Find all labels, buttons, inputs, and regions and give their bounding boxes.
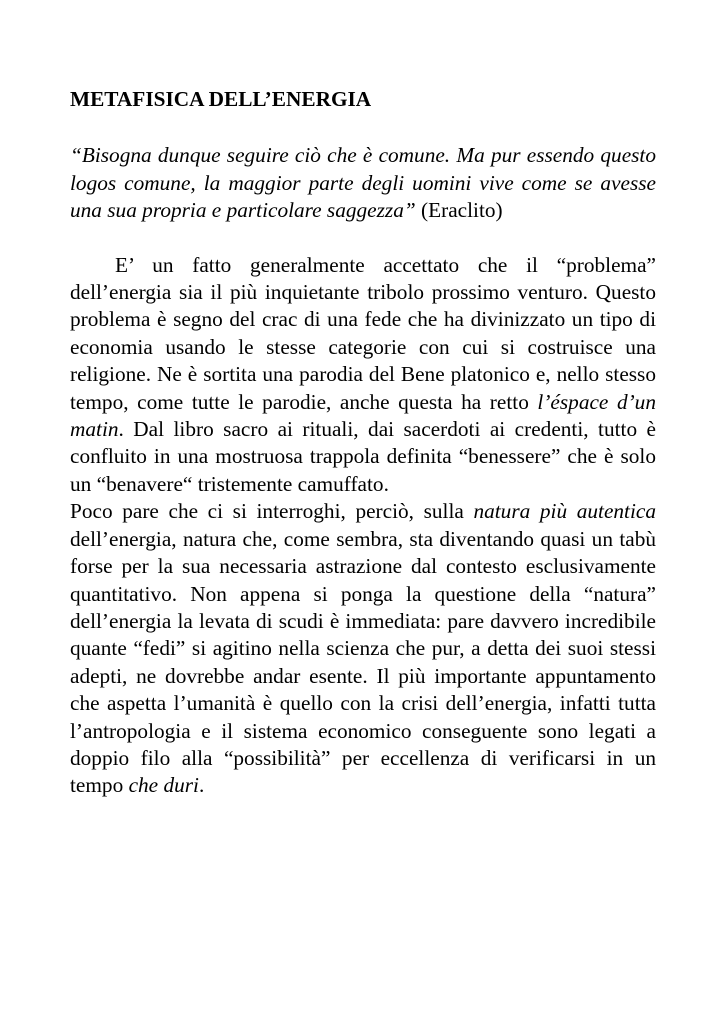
epigraph-attribution: (Eraclito)	[415, 198, 503, 223]
paragraph-1-text-b: . Dal libro sacro ai rituali, dai sacerdoti ai credenti, tutto è confluito in una mostruosa trappola definita “benessere” che è solo un “benavere“ tristemente camuffato.	[70, 417, 656, 496]
paragraph-2-italic-b: che duri	[128, 773, 199, 798]
epigraph-quote: “Bisogna dunque seguire ciò che è comune. Ma pur essendo questo logos comune, la maggior parte degli uomini vive come se avesse una sua propria e particolare saggezza”	[70, 143, 656, 223]
paragraph-1	[70, 252, 656, 499]
document-page	[70, 86, 656, 800]
paragraph-2-italic-a: natura più autentica	[473, 499, 656, 524]
paragraph-2-text-b: dell’energia, natura che, come sembra, sta diventando quasi un tabù forse per la sua necessaria astrazione dal contesto esclusivamente quantitativo. Non appena si ponga la questione della “natura” dell’energia la levata di scudi è immediata: pare davvero incredibile quante “fedi” si agitino nella scienza che pur, a detta dei suoi stessi adepti, ne dovrebbe andar esente. Il più importante appuntamento che aspetta l’umanità è quello con la crisi dell’energia, infatti tutta l’antropologia e il sistema economico conseguente sono legati a doppio filo alla “possibilità” per eccellenza di verificarsi in un tempo	[70, 526, 656, 798]
epigraph	[70, 142, 656, 224]
paragraph-1-italic: l’éspace d’un matin	[70, 389, 656, 442]
paragraph-2	[70, 498, 656, 799]
paragraph-2-text-a: Poco pare che ci si interroghi, perciò, sulla	[70, 499, 474, 524]
document-title: METAFISICA DELL’ENERGIA	[70, 87, 372, 111]
paragraph-2-text-c: .	[198, 773, 205, 798]
paragraph-1-text-a: E’ un fatto generalmente accettato che il “problema” dell’energia sia il più inquietante tribolo prossimo venturo. Questo problema è segno del crac di una fede che ha divinizzato un tipo di economia usando le stesse categorie con cui si costruisce una religione. Ne è sortita una parodia del Bene platonico e, nello stesso tempo, come tutte le parodie, anche questa ha retto	[70, 252, 656, 414]
